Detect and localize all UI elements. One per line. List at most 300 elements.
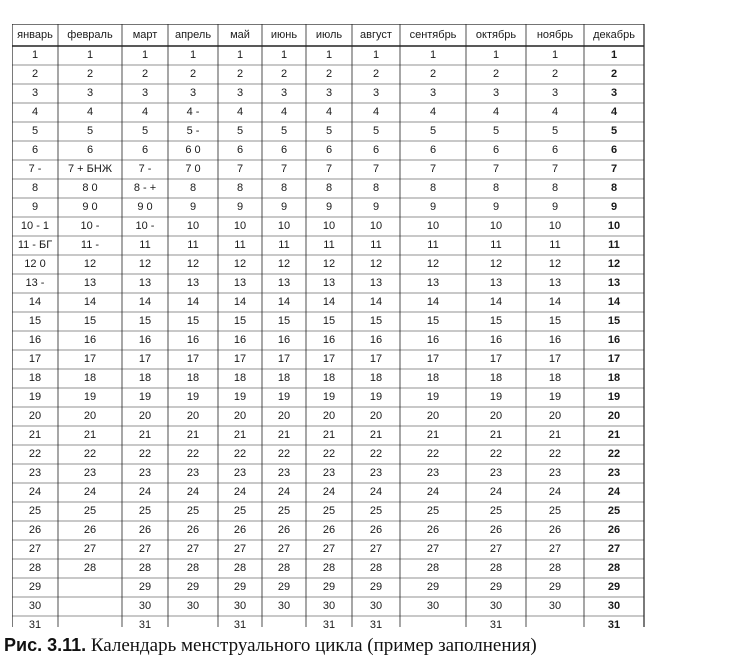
day-cell: 10 (322, 220, 336, 232)
day-cell: 2 (141, 68, 149, 80)
day-cell: 18 (548, 372, 562, 384)
day-cell: 12 0 (24, 258, 46, 270)
day-cell: 29 (277, 581, 291, 593)
day-cell: 11 (139, 239, 151, 251)
day-cell: 13 (489, 277, 503, 289)
day-cell: 2 (280, 68, 288, 80)
day-cell: 19 (28, 391, 42, 403)
day-cell: 12 (277, 258, 291, 270)
month-header: ноябрь (536, 29, 574, 41)
day-cell: 23 (83, 467, 97, 479)
menstrual-cycle-calendar (12, 24, 704, 631)
day-cell: 3 (325, 87, 333, 99)
day-cell: 3 (610, 87, 618, 99)
day-cell: 26 (138, 524, 152, 536)
day-cell: 30 (369, 600, 383, 612)
day-cell: 4 (31, 106, 39, 118)
day-cell: 20 (322, 410, 336, 422)
day-cell: 9 0 (82, 201, 98, 213)
day-cell: 23 (369, 467, 383, 479)
day-cell: 26 (489, 524, 503, 536)
day-cell: 12 (607, 258, 621, 270)
day-cell: 16 (548, 334, 562, 346)
day-cell: 19 (186, 391, 200, 403)
day-cell: 27 (28, 543, 42, 555)
day-cell: 25 (138, 505, 152, 517)
day-cell: 11 (278, 239, 290, 251)
day-cell: 25 (607, 505, 621, 517)
month-header: январь (17, 29, 53, 41)
day-cell: 9 (325, 201, 333, 213)
day-cell: 30 (277, 600, 291, 612)
day-cell: 22 (138, 448, 152, 460)
day-cell: 24 (489, 486, 503, 498)
day-cell: 9 (610, 201, 618, 213)
day-cell: 24 (28, 486, 42, 498)
day-cell: 8 (280, 182, 288, 194)
day-cell: 12 (426, 258, 440, 270)
day-cell: 12 (548, 258, 562, 270)
day-cell: 7 (280, 163, 288, 175)
day-cell: 23 (277, 467, 291, 479)
day-cell: 18 (277, 372, 291, 384)
day-cell: 17 (489, 353, 503, 365)
day-cell: 30 (426, 600, 440, 612)
day-cell: 2 (325, 68, 333, 80)
caption-label: Рис. 3.11. (4, 635, 87, 655)
day-cell: 9 (236, 201, 244, 213)
day-cell: 26 (548, 524, 562, 536)
day-cell: 28 (607, 562, 621, 574)
day-cell: 16 (607, 334, 621, 346)
day-cell: 9 (551, 201, 559, 213)
day-cell: 22 (322, 448, 336, 460)
day-cell: 30 (489, 600, 503, 612)
day-cell: 26 (233, 524, 247, 536)
day-cell: 26 (322, 524, 336, 536)
day-cell: 11 (608, 239, 620, 251)
day-cell: 6 (372, 144, 380, 156)
day-cell: 20 (186, 410, 200, 422)
day-cell: 6 (236, 144, 244, 156)
day-cell: 28 (233, 562, 247, 574)
day-cell: 5 (236, 125, 244, 137)
day-cell: 27 (489, 543, 503, 555)
day-cell: 2 (189, 68, 197, 80)
day-cell: 5 (31, 125, 39, 137)
day-cell: 13 (322, 277, 336, 289)
day-cell: 4 (429, 106, 437, 118)
day-cell: 29 (369, 581, 383, 593)
day-cell: 22 (426, 448, 440, 460)
day-cell: 13 (186, 277, 200, 289)
day-cell: 29 (138, 581, 152, 593)
day-cell: 29 (548, 581, 562, 593)
day-cell: 12 (369, 258, 383, 270)
day-cell: 23 (607, 467, 621, 479)
day-cell: 5 (610, 125, 618, 137)
day-cell: 29 (607, 581, 621, 593)
day-cell: 28 (83, 562, 97, 574)
day-cell: 27 (233, 543, 247, 555)
day-cell: 12 (233, 258, 247, 270)
day-cell: 27 (322, 543, 336, 555)
day-cell: 13 (233, 277, 247, 289)
day-cell: 4 (325, 106, 333, 118)
day-cell: 23 (138, 467, 152, 479)
day-cell: 1 (141, 49, 149, 61)
day-cell: 3 (429, 87, 437, 99)
day-cell: 25 (186, 505, 200, 517)
day-cell: 15 (322, 315, 336, 327)
day-cell: 28 (369, 562, 383, 574)
day-cell: 21 (28, 429, 42, 441)
day-cell: 10 - (135, 220, 155, 232)
day-cell: 29 (233, 581, 247, 593)
day-cell: 24 (322, 486, 336, 498)
day-cell: 4 (610, 106, 618, 118)
day-cell: 9 (492, 201, 500, 213)
day-cell: 1 (31, 49, 39, 61)
day-cell: 29 (186, 581, 200, 593)
day-cell: 1 (325, 49, 333, 61)
day-cell: 27 (426, 543, 440, 555)
day-cell: 5 (372, 125, 380, 137)
day-cell: 8 (236, 182, 244, 194)
day-cell: 1 (280, 49, 288, 61)
day-cell: 26 (83, 524, 97, 536)
day-cell: 21 (548, 429, 562, 441)
day-cell: 27 (607, 543, 621, 555)
day-cell: 11 (370, 239, 382, 251)
day-cell: 7 (325, 163, 333, 175)
day-cell: 24 (233, 486, 247, 498)
day-cell: 21 (186, 429, 200, 441)
day-cell: 29 (28, 581, 42, 593)
day-cell: 7 0 (185, 163, 201, 175)
day-cell: 6 (429, 144, 437, 156)
day-cell: 9 (189, 201, 197, 213)
day-cell: 20 (233, 410, 247, 422)
day-cell: 29 (426, 581, 440, 593)
day-cell: 26 (277, 524, 291, 536)
day-cell: 30 (138, 600, 152, 612)
day-cell: 1 (86, 49, 94, 61)
day-cell: 8 (551, 182, 559, 194)
day-cell: 15 (426, 315, 440, 327)
day-cell: 3 (189, 87, 197, 99)
day-cell: 4 (492, 106, 500, 118)
day-cell: 8 (189, 182, 197, 194)
day-cell: 17 (186, 353, 200, 365)
day-cell: 1 (492, 49, 500, 61)
day-cell: 24 (138, 486, 152, 498)
day-cell: 10 (233, 220, 247, 232)
day-cell: 14 (83, 296, 97, 308)
day-cell: 18 (186, 372, 200, 384)
month-header: август (360, 29, 392, 41)
day-cell: 25 (489, 505, 503, 517)
day-cell: 22 (277, 448, 291, 460)
day-cell: 31 (489, 619, 503, 631)
day-cell: 31 (28, 619, 42, 631)
day-cell: 27 (369, 543, 383, 555)
day-cell: 10 (548, 220, 562, 232)
day-cell: 19 (138, 391, 152, 403)
day-cell: 18 (28, 372, 42, 384)
day-cell: 26 (28, 524, 42, 536)
day-cell: 6 (86, 144, 94, 156)
day-cell: 26 (369, 524, 383, 536)
day-cell: 27 (186, 543, 200, 555)
day-cell: 25 (426, 505, 440, 517)
day-cell: 15 (607, 315, 621, 327)
day-cell: 5 (141, 125, 149, 137)
day-cell: 1 (189, 49, 197, 61)
day-cell: 3 (551, 87, 559, 99)
day-cell: 17 (28, 353, 42, 365)
day-cell: 24 (426, 486, 440, 498)
day-cell: 31 (138, 619, 152, 631)
day-cell: 16 (83, 334, 97, 346)
day-cell: 15 (548, 315, 562, 327)
day-cell: 21 (369, 429, 383, 441)
day-cell: 1 (610, 49, 618, 61)
day-cell: 19 (489, 391, 503, 403)
day-cell: 24 (548, 486, 562, 498)
day-cell: 9 (372, 201, 380, 213)
day-cell: 22 (83, 448, 97, 460)
day-cell: 28 (548, 562, 562, 574)
day-cell: 31 (607, 619, 621, 631)
day-cell: 8 - + (133, 182, 157, 194)
day-cell: 14 (489, 296, 503, 308)
day-cell: 7 (610, 163, 618, 175)
day-cell: 25 (369, 505, 383, 517)
day-cell: 7 (372, 163, 380, 175)
day-cell: 28 (277, 562, 291, 574)
day-cell: 14 (138, 296, 152, 308)
day-cell: 28 (138, 562, 152, 574)
day-cell: 20 (607, 410, 621, 422)
day-cell: 16 (489, 334, 503, 346)
day-cell: 17 (548, 353, 562, 365)
day-cell: 14 (607, 296, 621, 308)
day-cell: 29 (489, 581, 503, 593)
day-cell: 18 (426, 372, 440, 384)
day-cell: 25 (548, 505, 562, 517)
day-cell: 20 (548, 410, 562, 422)
day-cell: 15 (233, 315, 247, 327)
day-cell: 15 (186, 315, 200, 327)
day-cell: 7 - (28, 163, 42, 175)
day-cell: 21 (489, 429, 503, 441)
day-cell: 4 - (186, 106, 200, 118)
day-cell: 15 (83, 315, 97, 327)
day-cell: 5 (551, 125, 559, 137)
day-cell: 4 (236, 106, 244, 118)
day-cell: 12 (322, 258, 336, 270)
day-cell: 21 (322, 429, 336, 441)
day-cell: 13 (369, 277, 383, 289)
day-cell: 5 - (186, 125, 200, 137)
day-cell: 7 (236, 163, 244, 175)
day-cell: 4 (141, 106, 149, 118)
day-cell: 23 (426, 467, 440, 479)
day-cell: 6 (551, 144, 559, 156)
figure-caption (4, 632, 748, 658)
day-cell: 24 (369, 486, 383, 498)
day-cell: 23 (322, 467, 336, 479)
day-cell: 25 (28, 505, 42, 517)
day-cell: 8 (31, 182, 39, 194)
day-cell: 13 (607, 277, 621, 289)
day-cell: 1 (429, 49, 437, 61)
day-cell: 9 0 (137, 201, 153, 213)
day-cell: 10 (489, 220, 503, 232)
day-cell: 18 (489, 372, 503, 384)
day-cell: 14 (369, 296, 383, 308)
month-header: июль (315, 29, 343, 41)
day-cell: 29 (322, 581, 336, 593)
caption-text: Календарь менструального цикла (пример заполнения) (90, 635, 537, 656)
day-cell: 2 (236, 68, 244, 80)
day-cell: 10 (607, 220, 621, 232)
day-cell: 17 (607, 353, 621, 365)
day-cell: 17 (322, 353, 336, 365)
day-cell: 16 (322, 334, 336, 346)
day-cell: 20 (489, 410, 503, 422)
day-cell: 11 (234, 239, 246, 251)
day-cell: 6 (610, 144, 618, 156)
day-cell: 28 (322, 562, 336, 574)
day-cell: 17 (138, 353, 152, 365)
day-cell: 6 (141, 144, 149, 156)
day-cell: 19 (369, 391, 383, 403)
day-cell: 10 (186, 220, 200, 232)
day-cell: 22 (607, 448, 621, 460)
day-cell: 1 (236, 49, 244, 61)
day-cell: 17 (83, 353, 97, 365)
day-cell: 20 (83, 410, 97, 422)
day-cell: 1 (551, 49, 559, 61)
day-cell: 13 - (25, 277, 45, 289)
day-cell: 11 (323, 239, 335, 251)
day-cell: 3 (372, 87, 380, 99)
day-cell: 17 (233, 353, 247, 365)
day-cell: 2 (610, 68, 618, 80)
day-cell: 8 0 (82, 182, 98, 194)
day-cell: 5 (429, 125, 437, 137)
day-cell: 18 (233, 372, 247, 384)
month-header: апрель (174, 29, 212, 41)
day-cell: 20 (426, 410, 440, 422)
day-cell: 17 (369, 353, 383, 365)
day-cell: 26 (186, 524, 200, 536)
day-cell: 11 (549, 239, 561, 251)
day-cell: 8 (610, 182, 618, 194)
day-cell: 24 (83, 486, 97, 498)
day-cell: 14 (322, 296, 336, 308)
day-cell: 7 (551, 163, 559, 175)
day-cell: 27 (138, 543, 152, 555)
day-cell: 2 (31, 68, 39, 80)
day-cell: 30 (233, 600, 247, 612)
day-cell: 6 (280, 144, 288, 156)
day-cell: 16 (277, 334, 291, 346)
day-cell: 19 (83, 391, 97, 403)
month-header: февраль (67, 29, 113, 41)
month-header: сентябрь (409, 29, 457, 41)
day-cell: 30 (28, 600, 42, 612)
day-cell: 13 (277, 277, 291, 289)
day-cell: 11 - (80, 239, 100, 251)
day-cell: 6 (492, 144, 500, 156)
day-cell: 22 (489, 448, 503, 460)
day-cell: 19 (607, 391, 621, 403)
day-cell: 28 (186, 562, 200, 574)
day-cell: 17 (426, 353, 440, 365)
day-cell: 13 (138, 277, 152, 289)
day-cell: 6 0 (185, 144, 201, 156)
day-cell: 12 (489, 258, 503, 270)
day-cell: 18 (607, 372, 621, 384)
day-cell: 25 (322, 505, 336, 517)
day-cell: 27 (83, 543, 97, 555)
day-cell: 18 (83, 372, 97, 384)
day-cell: 10 (277, 220, 291, 232)
day-cell: 5 (492, 125, 500, 137)
day-cell: 12 (83, 258, 97, 270)
month-header: декабрь (593, 29, 635, 41)
day-cell: 3 (280, 87, 288, 99)
day-cell: 24 (607, 486, 621, 498)
day-cell: 6 (31, 144, 39, 156)
day-cell: 14 (28, 296, 42, 308)
day-cell: 20 (138, 410, 152, 422)
day-cell: 8 (372, 182, 380, 194)
day-cell: 30 (607, 600, 621, 612)
day-cell: 17 (277, 353, 291, 365)
month-header: март (132, 29, 158, 41)
day-cell: 16 (28, 334, 42, 346)
day-cell: 15 (138, 315, 152, 327)
day-cell: 4 (551, 106, 559, 118)
day-cell: 25 (277, 505, 291, 517)
day-cell: 15 (489, 315, 503, 327)
day-cell: 5 (280, 125, 288, 137)
day-cell: 30 (186, 600, 200, 612)
day-cell: 9 (429, 201, 437, 213)
day-cell: 7 - (138, 163, 152, 175)
day-cell: 23 (28, 467, 42, 479)
day-cell: 8 (429, 182, 437, 194)
day-cell: 5 (325, 125, 333, 137)
day-cell: 2 (551, 68, 559, 80)
day-cell: 3 (492, 87, 500, 99)
day-cell: 8 (325, 182, 333, 194)
day-cell: 2 (86, 68, 94, 80)
month-header: июнь (270, 29, 298, 41)
day-cell: 14 (277, 296, 291, 308)
day-cell: 15 (277, 315, 291, 327)
day-cell: 23 (233, 467, 247, 479)
day-cell: 27 (277, 543, 291, 555)
day-cell: 22 (369, 448, 383, 460)
day-cell: 14 (186, 296, 200, 308)
day-cell: 30 (548, 600, 562, 612)
day-cell: 13 (548, 277, 562, 289)
